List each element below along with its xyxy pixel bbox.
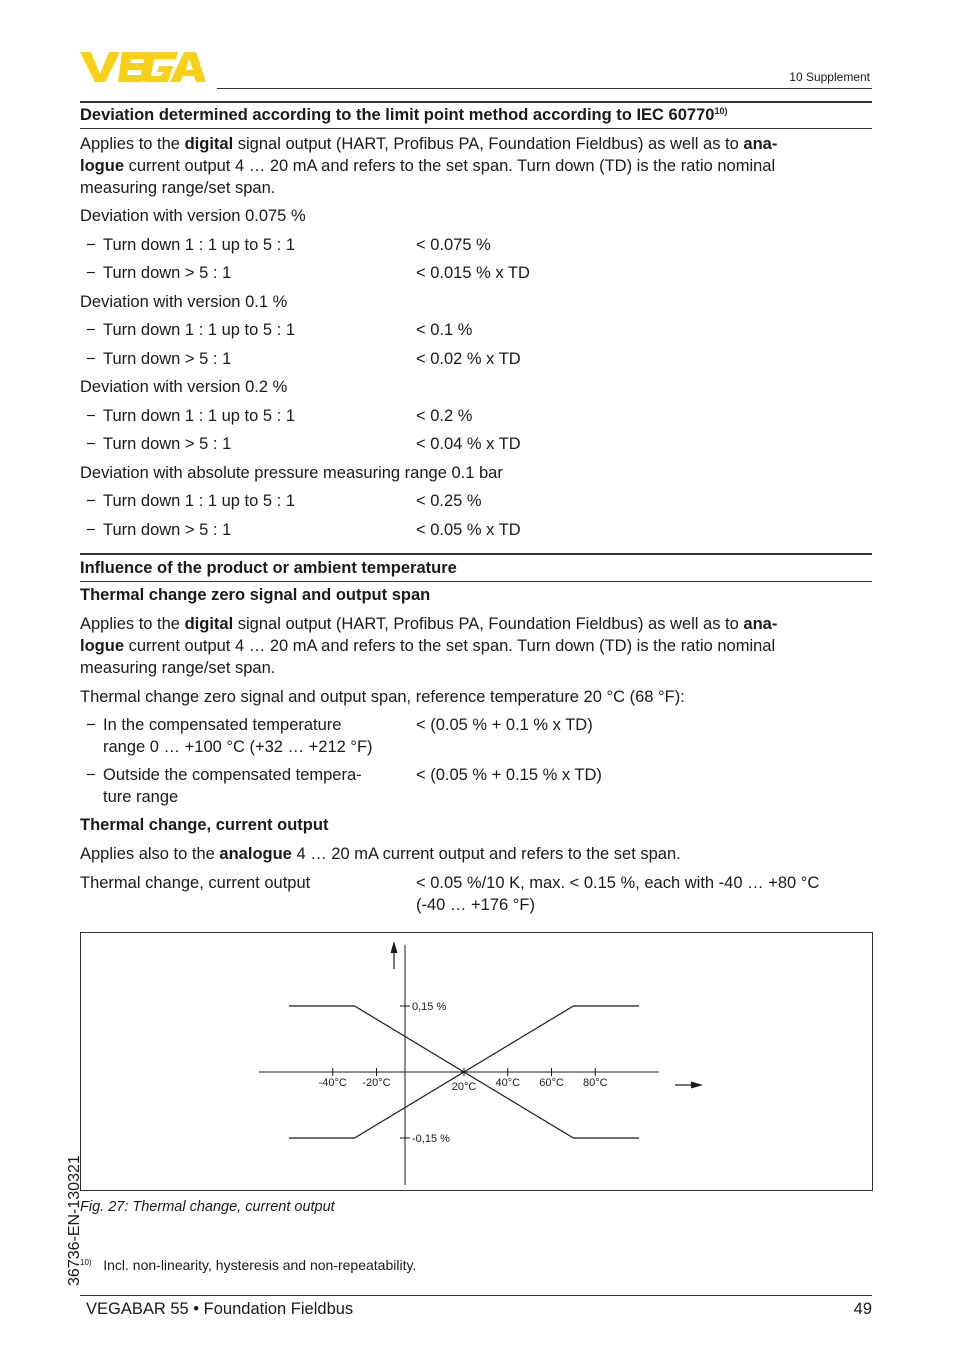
x-tick-label: 80°C xyxy=(582,1077,608,1089)
x-tick-label: 60°C xyxy=(539,1077,564,1089)
footnote-ref: 10) xyxy=(714,106,728,116)
deviation-group-heading: Deviation with absolute pressure measuring range 0.1 bar xyxy=(80,463,503,482)
turn-down-label: Turn down 1 : 1 up to 5 : 1 xyxy=(103,235,296,254)
thermal-chart xyxy=(81,933,872,1190)
deviation-group-heading: Deviation with version 0.075 % xyxy=(80,207,306,225)
y-arrow-head xyxy=(391,941,398,953)
turn-down-label: Turn down > 5 : 1 xyxy=(103,264,232,282)
header-rule xyxy=(217,88,872,89)
deviation-row xyxy=(0,519,954,541)
deviation-heading: Deviation determined according to the limit point method according to IEC 60770$^{10)}$ xyxy=(80,106,728,124)
dash: − xyxy=(86,492,96,510)
document-id: 36736-EN-130321 xyxy=(66,1155,83,1286)
dash: − xyxy=(86,520,96,539)
deviation-row xyxy=(0,490,954,512)
page-number: 49 xyxy=(853,1300,872,1318)
dash: − xyxy=(86,406,96,425)
deviation-value: < 0.1 % xyxy=(416,321,473,339)
thermal-current-row: Thermal change, current output < 0.05 %/10 K, max. < 0.15 %, each with -40 … +80 °C (-40 … +176 °F) xyxy=(80,874,820,914)
dash: − xyxy=(86,435,96,453)
turn-down-label: Turn down 1 : 1 up to 5 : 1 xyxy=(103,321,296,339)
turn-down-label: Turn down 1 : 1 up to 5 : 1 xyxy=(103,406,296,425)
deviation-value: < 0.015 % x TD xyxy=(416,264,530,282)
y-tick-label: 0,15 % xyxy=(412,1001,447,1013)
footnote: $^{10)}$ Incl. non-linearity, hysteresis and non-repeatability. xyxy=(80,1257,417,1273)
deviation-row xyxy=(0,319,954,341)
deviation-row xyxy=(0,405,954,427)
deviation-value: < 0.2 % xyxy=(416,406,473,425)
turn-down-label: Turn down > 5 : 1 xyxy=(103,349,232,368)
dash: − xyxy=(86,235,96,254)
turn-down-label: Turn down > 5 : 1 xyxy=(103,435,232,453)
deviation-intro: Applies to the digital signal output (HART, Profibus PA, Foundation Fieldbus) as well as to ana- logue current output 4 … 20 mA and refers to the set span. Turn down (TD) is the ratio nominal measuring range/set span. xyxy=(80,135,778,197)
vega-logo xyxy=(80,48,214,86)
thermal-current-heading: Thermal change, current output xyxy=(80,816,329,834)
footer-rule xyxy=(80,1295,872,1296)
figure-box xyxy=(80,932,873,1191)
section-rule-2 xyxy=(80,553,872,555)
analogue-text: Applies also to the analogue 4 … 20 mA current output and refers to the set span. xyxy=(80,845,681,863)
thermal-row: − In the compensated temperature range 0 … +100 °C (+32 … +212 °F) < (0.05 % + 0.1 % x TD) xyxy=(86,716,593,756)
thermal-zero-heading: Thermal change zero signal and output span xyxy=(80,586,431,604)
x-arrow-head xyxy=(691,1082,703,1089)
product-name: VEGABAR 55 • Foundation Fieldbus xyxy=(86,1300,354,1318)
figure-caption: Fig. 27: Thermal change, current output xyxy=(80,1199,335,1215)
deviation-value: < 0.25 % xyxy=(416,492,482,510)
section-label: 10 Supplement xyxy=(789,70,870,84)
dash: − xyxy=(86,264,96,282)
deviation-row xyxy=(0,262,954,284)
deviation-value: < 0.05 % x TD xyxy=(416,520,521,539)
y-tick-label: -0,15 % xyxy=(412,1133,450,1145)
x-tick-label: 20°C xyxy=(451,1081,477,1093)
thermal-row: − Outside the compensated tempera- ture range < (0.05 % + 0.15 % x TD) xyxy=(86,766,602,806)
influence-heading: Influence of the product or ambient temperature xyxy=(80,559,457,577)
turn-down-label: Turn down > 5 : 1 xyxy=(103,520,232,539)
deviation-group-heading: Deviation with version 0.2 % xyxy=(80,378,288,396)
heading-rule-2 xyxy=(80,581,872,582)
deviation-value: < 0.04 % x TD xyxy=(416,435,521,453)
deviation-value: < 0.075 % xyxy=(416,235,491,254)
dash: − xyxy=(86,321,96,339)
x-tick-label: -40°C xyxy=(318,1077,347,1089)
section-rule xyxy=(80,101,872,103)
dash: − xyxy=(86,349,96,368)
deviation-row xyxy=(0,348,954,370)
reference-temp-text: Thermal change zero signal and output span, reference temperature 20 °C (68 °F): xyxy=(80,688,685,706)
turn-down-label: Turn down 1 : 1 up to 5 : 1 xyxy=(103,492,296,510)
x-tick-label: -20°C xyxy=(362,1077,391,1089)
influence-intro: Applies to the digital signal output (HART, Profibus PA, Foundation Fieldbus) as well as to ana- logue current output 4 … 20 mA and refers to the set span. Turn down (TD) is the ratio nominal measuring range/set span. xyxy=(80,615,778,677)
x-tick-label: 40°C xyxy=(495,1077,521,1089)
deviation-row xyxy=(0,234,954,256)
deviation-group-heading: Deviation with version 0.1 % xyxy=(80,292,288,311)
deviation-value: < 0.02 % x TD xyxy=(416,349,521,368)
deviation-row xyxy=(0,433,954,455)
heading-rule xyxy=(80,128,872,129)
